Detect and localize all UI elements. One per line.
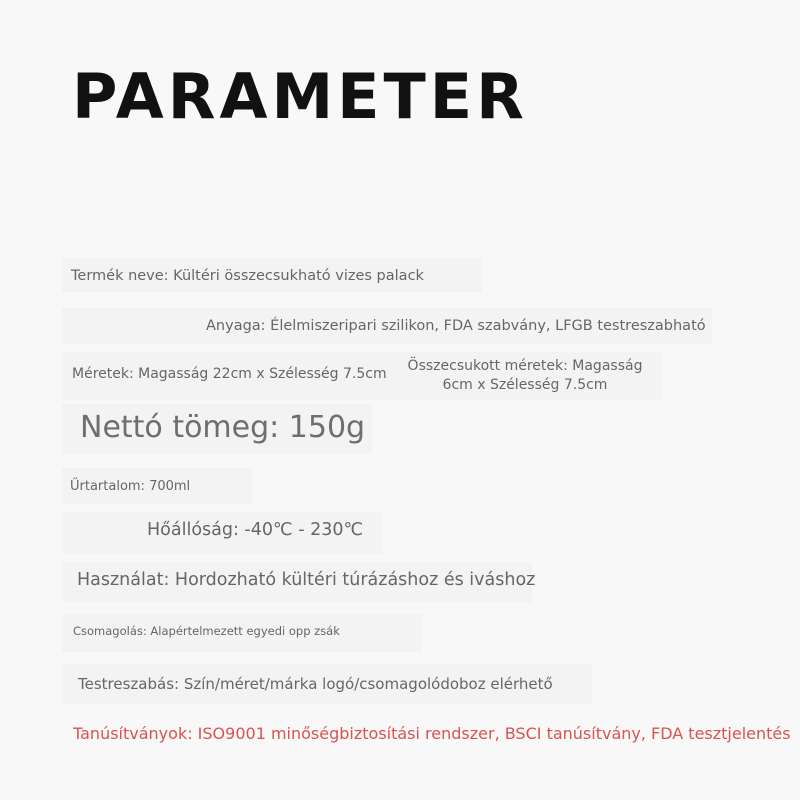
heat-resistance-text: Hőállóság: -40℃ - 230℃ [147,520,364,540]
page-title: PARAMETER [72,60,528,133]
material-text: Anyaga: Élelmiszeripari szilikon, FDA szabvány, LFGB testreszabható [206,318,706,334]
folded-dimensions-text: Összecsukott méretek: Magasság 6cm x Szélesség 7.5cm [407,358,643,393]
usage-text: Használat: Hordozható kültéri túrázáshoz és iváshoz [77,570,536,590]
capacity-text: Űrtartalom: 700ml [70,479,191,494]
net-weight-text: Nettó tömeg: 150g [80,410,366,445]
dimensions-text: Méretek: Magasság 22cm x Szélesség 7.5cm [72,366,387,382]
customization-text: Testreszabás: Szín/méret/márka logó/csomagolódoboz elérhető [78,675,553,693]
certificates-text: Tanúsítványok: ISO9001 minőségbiztosítási rendszer, BSCI tanúsítvány, FDA tesztjelentés [73,724,791,743]
packaging-text: Csomagolás: Alapértelmezett egyedi opp zsák [73,624,340,638]
product-name-text: Termék neve: Kültéri összecsukható vizes palack [71,268,424,284]
